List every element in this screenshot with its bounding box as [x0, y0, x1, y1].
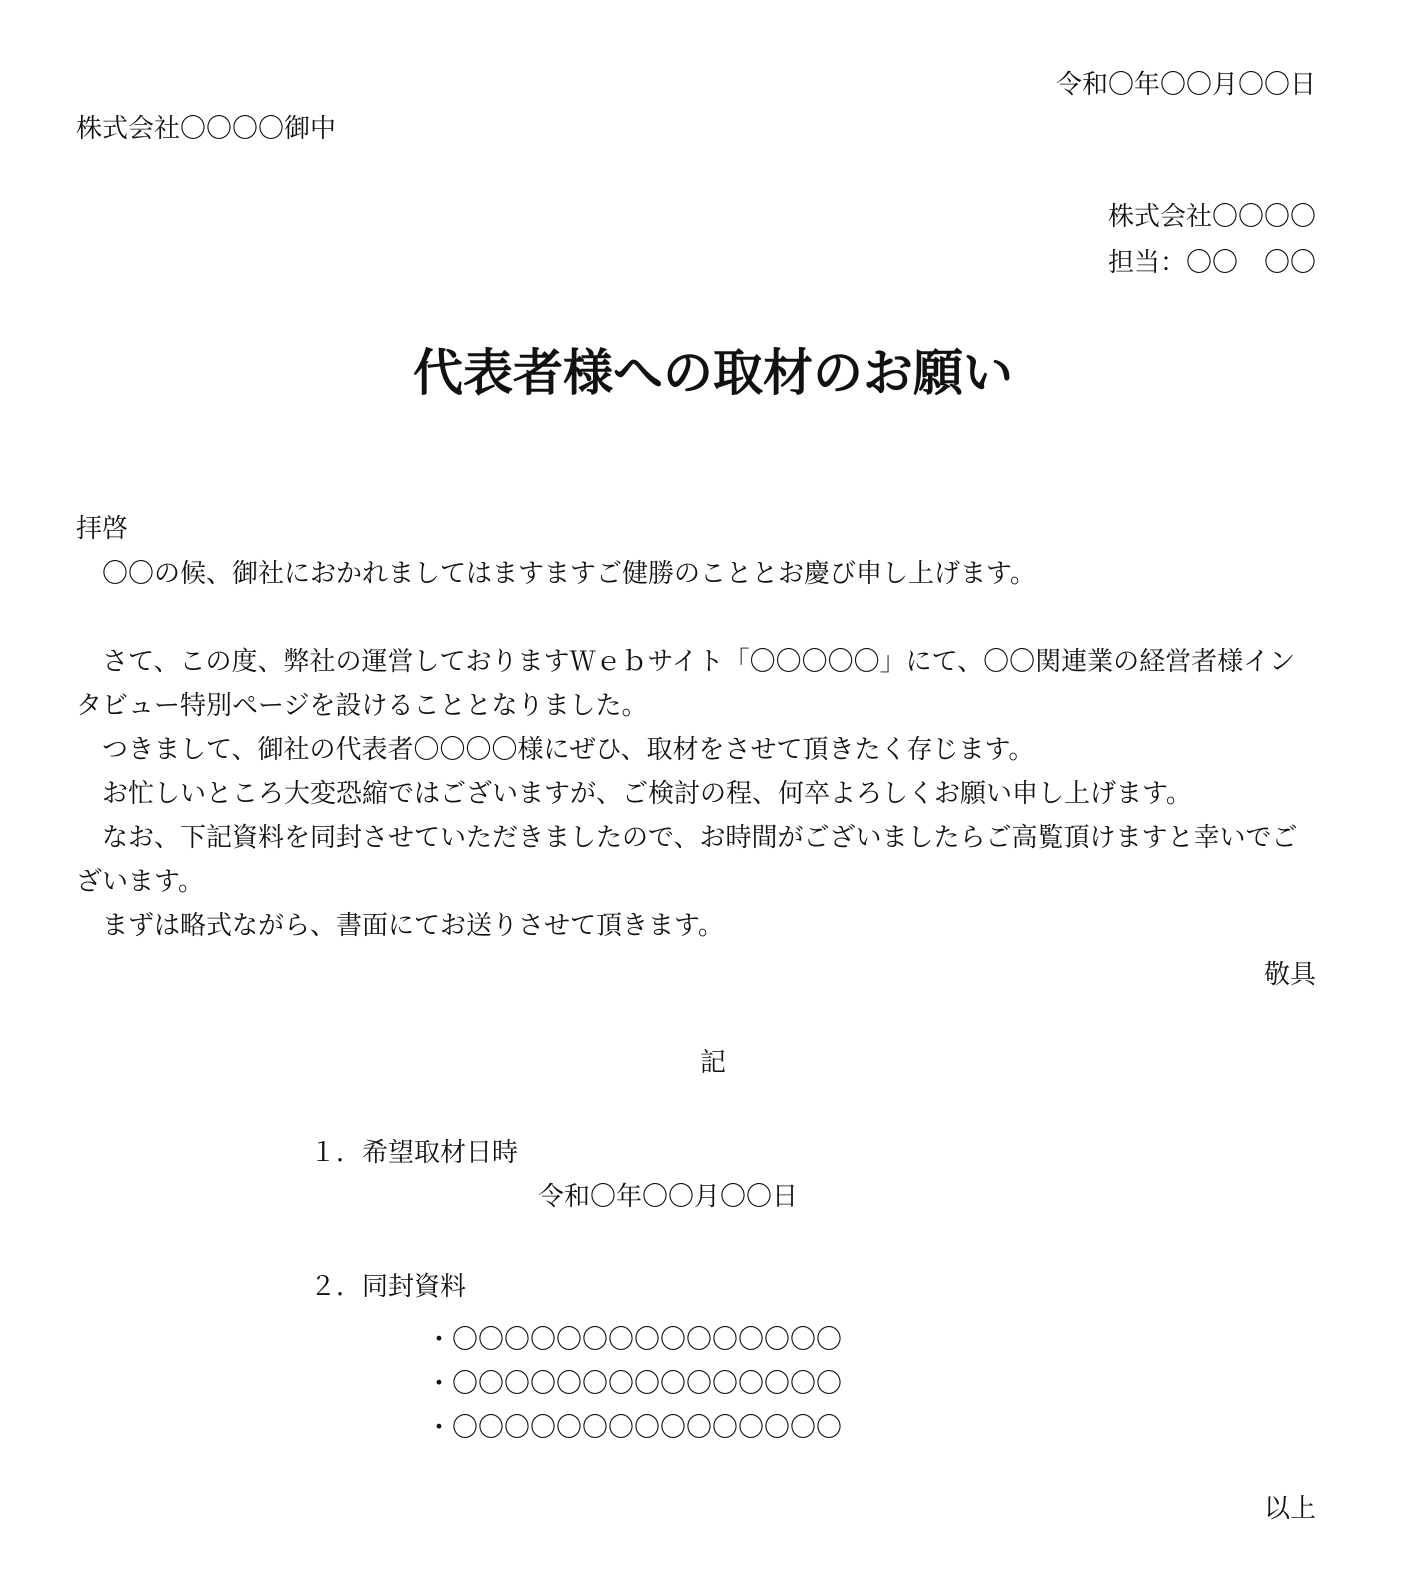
body-paragraph-3: つきまして、御社の代表者〇〇〇〇様にぜひ、取材をさせて頂きたく存じます。 [102, 735, 1035, 765]
recipient-name: 株式会社〇〇〇〇御中 [76, 114, 337, 144]
letter-body [76, 552, 1316, 948]
document-title: 代表者様への取材のお願い [413, 343, 1013, 402]
item-1-value: 令和〇年〇〇月〇〇日 [538, 1182, 799, 1212]
sender-person: 担当：〇〇 〇〇 [1107, 248, 1316, 278]
blank-line [76, 596, 1316, 640]
enclosure-list [426, 1318, 842, 1450]
salutation: 拝啓 [76, 514, 129, 544]
list-item: ・〇〇〇〇〇〇〇〇〇〇〇〇〇〇〇 [426, 1369, 843, 1399]
body-paragraph-4: お忙しいところ大変恐縮ではございますが、ご検討の程、何卒よろしくお願い申し上げます。 [102, 779, 1192, 809]
list-item: ・〇〇〇〇〇〇〇〇〇〇〇〇〇〇〇 [426, 1413, 843, 1443]
body-paragraph-1: 〇〇の候、御社におかれましてはますますご健勝のこととお慶び申し上げます。 [102, 559, 1036, 589]
item-2-label: ２．同封資料 [310, 1272, 467, 1302]
body-paragraph-6: まずは略式ながら、書面にてお送りさせて頂きます。 [102, 911, 724, 941]
list-item: ・〇〇〇〇〇〇〇〇〇〇〇〇〇〇〇 [426, 1325, 843, 1355]
letter-date: 令和〇年〇〇月〇〇日 [1055, 70, 1316, 100]
closing-keigu: 敬具 [1263, 960, 1316, 990]
sender-company: 株式会社〇〇〇〇 [1107, 202, 1316, 232]
body-paragraph-2: さて、この度、弊社の運営しておりますＷｅｂサイト「〇〇〇〇〇」にて、〇〇関連業の経営者様インタビュー特別ページを設けることとなりました。 [76, 647, 1296, 721]
body-paragraph-5: なお、下記資料を同封させていただきましたので、お時間がございましたらご高覧頂けますと幸いでございます。 [76, 823, 1298, 897]
item-1-label: １．希望取材日時 [310, 1138, 519, 1168]
ki-heading: 記 [699, 1048, 726, 1078]
end-mark: 以上 [1263, 1494, 1316, 1524]
